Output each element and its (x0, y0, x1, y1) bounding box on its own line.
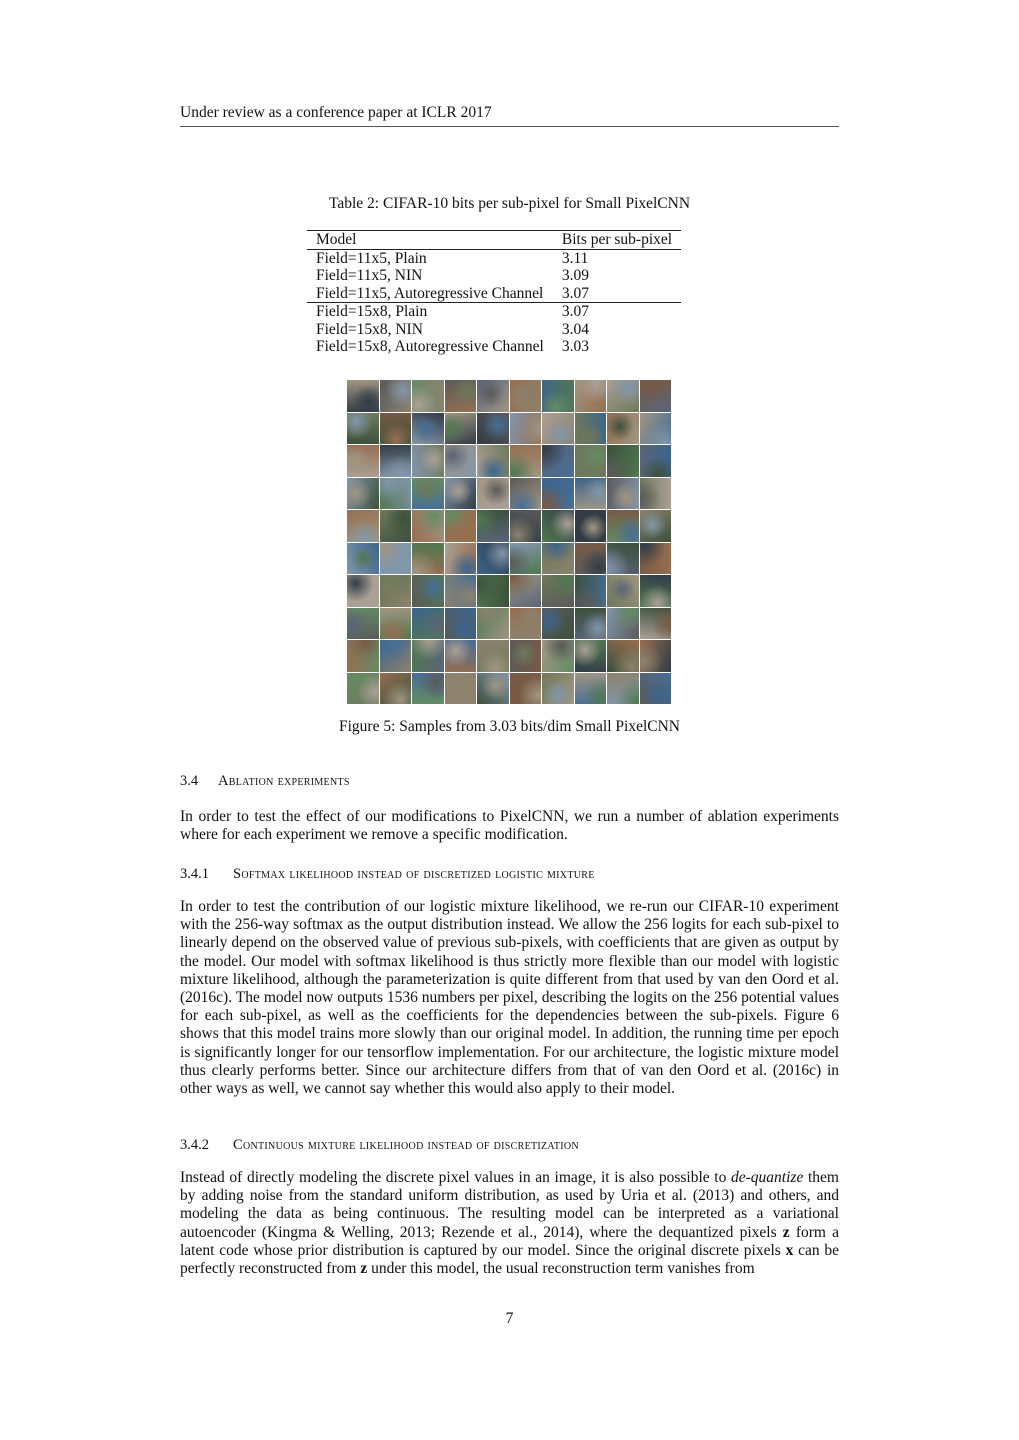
sample-image (412, 478, 444, 510)
column-header: Bits per sub-pixel (553, 231, 681, 250)
sample-image (640, 543, 672, 575)
table-cell: 3.04 (561, 320, 589, 338)
sample-image (607, 608, 639, 640)
sample-image (477, 543, 509, 575)
sample-image (412, 640, 444, 672)
sample-image (347, 640, 379, 672)
sample-image (380, 445, 412, 477)
sample-image (640, 608, 672, 640)
sample-image (542, 543, 574, 575)
sample-image (380, 478, 412, 510)
sample-image (575, 380, 607, 412)
subsection-paragraph: In order to test the contribution of our logistic mixture likelihood, we re-run our CIFAR-10 experiment with the 256-way softmax as the output distribution instead. We allow the 256 logits for each sub-pixel to linearly depend on the observed value of previous sub-pixels, with coefficients that are given as output by the model. Our model with softmax likelihood is thus strictly more flexible than our model with logistic mixture likelihood, although the parameterization is quite different from that used by van den Oord et al. (2016c). The model now outputs 1536 numbers per pixel, describing the logits on the 256 potential values for each sub-pixel, as well as the coefficients for the dependencies between the sub-pixels. Figure 6 shows that this model trains more slowly than our original model. In addition, the running time per epoch is significantly longer for our tensorflow implementation. For our architecture, the logistic mixture model thus clearly performs better. Since our architecture differs from that of van den Oord et al. (2016c) in other ways as well, we cannot say whether this would also apply to their model. (180, 898, 839, 1098)
sample-image (445, 413, 477, 445)
sample-image (380, 673, 412, 705)
sample-image (607, 478, 639, 510)
sample-image (380, 543, 412, 575)
subsection-heading (180, 866, 595, 883)
table-cell: Field=11x5, Plain (316, 249, 427, 267)
table-cell: 3.11 (561, 249, 589, 267)
sample-image (575, 640, 607, 672)
subsection-title: Continuous mixture likelihood instead of discretization (233, 1137, 579, 1153)
sample-image (510, 380, 542, 412)
sample-image (347, 380, 379, 412)
sample-image (510, 510, 542, 542)
sample-image (542, 575, 574, 607)
math-symbol: z (360, 1260, 368, 1278)
sample-image (412, 543, 444, 575)
sample-image (412, 380, 444, 412)
table-caption: Table 2: CIFAR-10 bits per sub-pixel for Small PixelCNN (328, 195, 691, 212)
paragraph-text: can be perfectly reconstructed from (180, 1241, 839, 1278)
sample-image (477, 673, 509, 705)
sample-image (542, 640, 574, 672)
subsection-number: 3.4.1 (180, 866, 209, 882)
sample-image (542, 380, 574, 412)
sample-image (607, 510, 639, 542)
sample-image (445, 510, 477, 542)
sample-image (347, 413, 379, 445)
subsection-heading (180, 1137, 579, 1154)
sample-image (607, 673, 639, 705)
sample-image (477, 445, 509, 477)
sample-image (445, 640, 477, 672)
paragraph-text: under this model, the usual reconstruction term vanishes from (367, 1260, 755, 1278)
section-number: 3.4 (180, 773, 199, 789)
sample-image (412, 413, 444, 445)
table-cell: 3.07 (553, 285, 681, 303)
sample-image (445, 575, 477, 607)
table-row (307, 267, 681, 285)
sample-image (347, 673, 379, 705)
table-cell: Field=11x5, NIN (316, 267, 423, 284)
sample-image (575, 413, 607, 445)
sample-image (412, 608, 444, 640)
sample-image (607, 575, 639, 607)
table-row (307, 338, 681, 356)
section-title: Ablation experiments (218, 773, 350, 789)
sample-image (380, 413, 412, 445)
table-cell: 3.03 (561, 338, 589, 355)
sample-image (510, 478, 542, 510)
sample-image (380, 510, 412, 542)
sample-image (640, 640, 672, 672)
sample-image (575, 575, 607, 607)
table-row (307, 303, 681, 321)
sample-image (510, 640, 542, 672)
sample-image (477, 510, 509, 542)
table-row (307, 249, 681, 267)
table-cell: Field=15x8, Autoregressive Channel (316, 338, 544, 355)
sample-image (510, 413, 542, 445)
subsection-paragraph (180, 1169, 839, 1278)
table-cell: Field=15x8, Plain (316, 303, 428, 320)
table-row (307, 321, 681, 339)
sample-image (510, 445, 542, 477)
sample-image (607, 445, 639, 477)
sample-image (477, 478, 509, 510)
sample-image (640, 380, 672, 412)
sample-image (412, 510, 444, 542)
sample-image-grid (347, 380, 671, 704)
page-number: 7 (505, 1310, 514, 1327)
sample-image (347, 543, 379, 575)
sample-image (542, 608, 574, 640)
sample-image (477, 380, 509, 412)
math-symbol: z (782, 1223, 790, 1241)
sample-image (412, 673, 444, 705)
sample-image (640, 575, 672, 607)
sample-image (542, 673, 574, 705)
sample-image (510, 608, 542, 640)
math-symbol: x (785, 1241, 794, 1259)
sample-image (640, 673, 672, 705)
sample-image (542, 510, 574, 542)
sample-image (347, 478, 379, 510)
sample-image (607, 640, 639, 672)
sample-image (542, 413, 574, 445)
subsection-title: Softmax likelihood instead of discretized logistic mixture (233, 866, 595, 882)
table-cell: 3.09 (561, 267, 589, 284)
sample-image (575, 478, 607, 510)
sample-image (347, 608, 379, 640)
running-header: Under review as a conference paper at ICLR 2017 (180, 104, 839, 127)
sample-image (607, 543, 639, 575)
section-heading (180, 773, 350, 790)
emphasized-term: de-quantize (731, 1169, 804, 1186)
table-cell: 3.07 (561, 303, 589, 320)
sample-image (380, 608, 412, 640)
column-header: Model (307, 231, 553, 250)
sample-image (640, 445, 672, 477)
sample-image (477, 575, 509, 607)
table-cell: Field=15x8, NIN (316, 320, 423, 338)
sample-image (477, 413, 509, 445)
sample-image (412, 445, 444, 477)
table-row (307, 285, 681, 303)
subsection-number: 3.4.2 (180, 1137, 209, 1153)
sample-image (445, 608, 477, 640)
sample-image (510, 673, 542, 705)
sample-image (607, 380, 639, 412)
sample-image (445, 380, 477, 412)
sample-image (542, 445, 574, 477)
sample-image (575, 445, 607, 477)
table-header-row (307, 231, 681, 250)
sample-image (575, 510, 607, 542)
paragraph-text: Instead of directly modeling the discrete pixel values in an image, it is also possible to (180, 1169, 732, 1186)
paragraph-text: them by adding noise from the standard uniform distribution, as used by Uria et al. (2013) and others, and modeling the data as being continuous. The resulting model can be interpreted as a variational autoencoder (Kingma & Welling, 2013; Rezende et al., 2014), where the dequantized pixels (180, 1169, 839, 1241)
sample-image (575, 543, 607, 575)
sample-image (412, 575, 444, 607)
sample-image (445, 445, 477, 477)
sample-image (477, 640, 509, 672)
sample-image (380, 640, 412, 672)
paragraph-text: form a latent code whose prior distribution is captured by our model. Since the original discrete pixels (180, 1223, 840, 1259)
sample-image (380, 380, 412, 412)
sample-image (445, 543, 477, 575)
figure-caption: Figure 5: Samples from 3.03 bits/dim Small PixelCNN (339, 718, 680, 735)
sample-image (510, 575, 542, 607)
sample-image (640, 510, 672, 542)
sample-image (477, 608, 509, 640)
sample-image (380, 575, 412, 607)
sample-image (640, 413, 672, 445)
sample-image (510, 543, 542, 575)
results-table (307, 230, 681, 356)
sample-image (640, 478, 672, 510)
sample-image (575, 673, 607, 705)
sample-image (347, 575, 379, 607)
sample-image (445, 478, 477, 510)
section-paragraph: In order to test the effect of our modifications to PixelCNN, we run a number of ablation experiments where for each experiment we remove a specific modification. (180, 808, 839, 844)
sample-image (607, 413, 639, 445)
sample-image (575, 608, 607, 640)
sample-image (347, 445, 379, 477)
sample-image (542, 478, 574, 510)
sample-image (445, 673, 477, 705)
sample-image (347, 510, 379, 542)
table-cell: Field=11x5, Autoregressive Channel (307, 285, 553, 303)
